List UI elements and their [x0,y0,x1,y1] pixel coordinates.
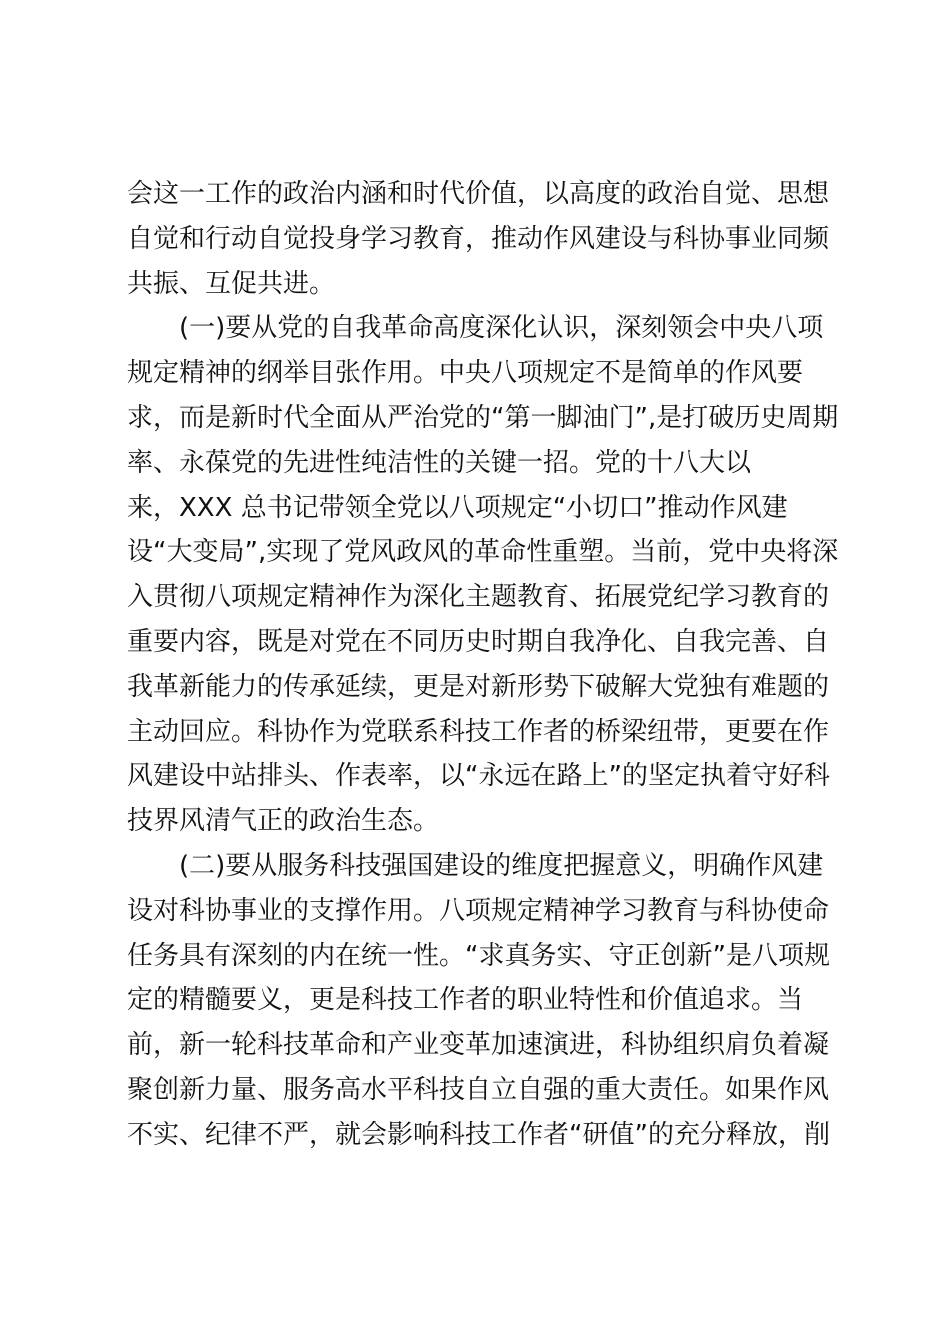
section-heading-line: (一)要从党的自我革命高度深化认识，深刻领会中央八项 [179,313,824,344]
section-heading-line: (二)要从服务科技强国建设的维度把握意义，明确作风建 [179,850,824,881]
text-line: 前，新一轮科技革命和产业变革加速演进，科协组织肩负着凝 [127,1030,830,1061]
text-line: 率、永葆党的先进性纯洁性的关键一招。党的十八大以 [127,447,752,478]
text-line: 重要内容，既是对党在不同历史时期自我净化、自我完善、自 [127,626,830,657]
text-line: 自觉和行动自觉投身学习教育，推动作风建设与科协事业同频 [127,223,830,254]
text-line: 规定精神的纲举目张作用。中央八项规定不是简单的作风要 [127,358,804,389]
text-line: 入贯彻八项规定精神作为深化主题教育、拓展党纪学习教育的 [127,582,830,613]
text-line: 风建设中站排头、作表率，以“永远在路上”的坚定执着守好科 [127,761,830,792]
text-line: 设“大变局”,实现了党风政风的革命性重塑。当前，党中央将深 [127,537,839,568]
text-line: 聚创新力量、服务高水平科技自立自强的重大责任。如果作风 [127,1074,830,1105]
body-text [127,172,839,1158]
text-line: 定的精髓要义，更是科技工作者的职业特性和价值追求。当 [127,985,804,1016]
text-line: 来，XXX 总书记带领全党以八项规定“小切口”推动作风建 [127,492,788,523]
text-line: 设对科协事业的支撑作用。八项规定精神学习教育与科协使命 [127,895,830,926]
text-line: 主动回应。科协作为党联系科技工作者的桥梁纽带，更要在作 [127,716,830,747]
text-line: 求，而是新时代全面从严治党的“第一脚油门”,是打破历史周期 [127,402,839,433]
text-line: 我革新能力的传承延续，更是对新形势下破解大党独有难题的 [127,671,830,702]
text-line: 任务具有深刻的内在统一性。“求真务实、守正创新”是八项规 [127,940,830,971]
text-line: 不实、纪律不严，就会影响科技工作者“研值”的充分释放，削 [127,1119,830,1150]
text-line: 共振、互促共进。 [127,268,336,299]
text-line: 技界风清气正的政治生态。 [127,806,440,837]
text-line: 会这一工作的政治内涵和时代价值，以高度的政治自觉、思想 [127,179,830,209]
